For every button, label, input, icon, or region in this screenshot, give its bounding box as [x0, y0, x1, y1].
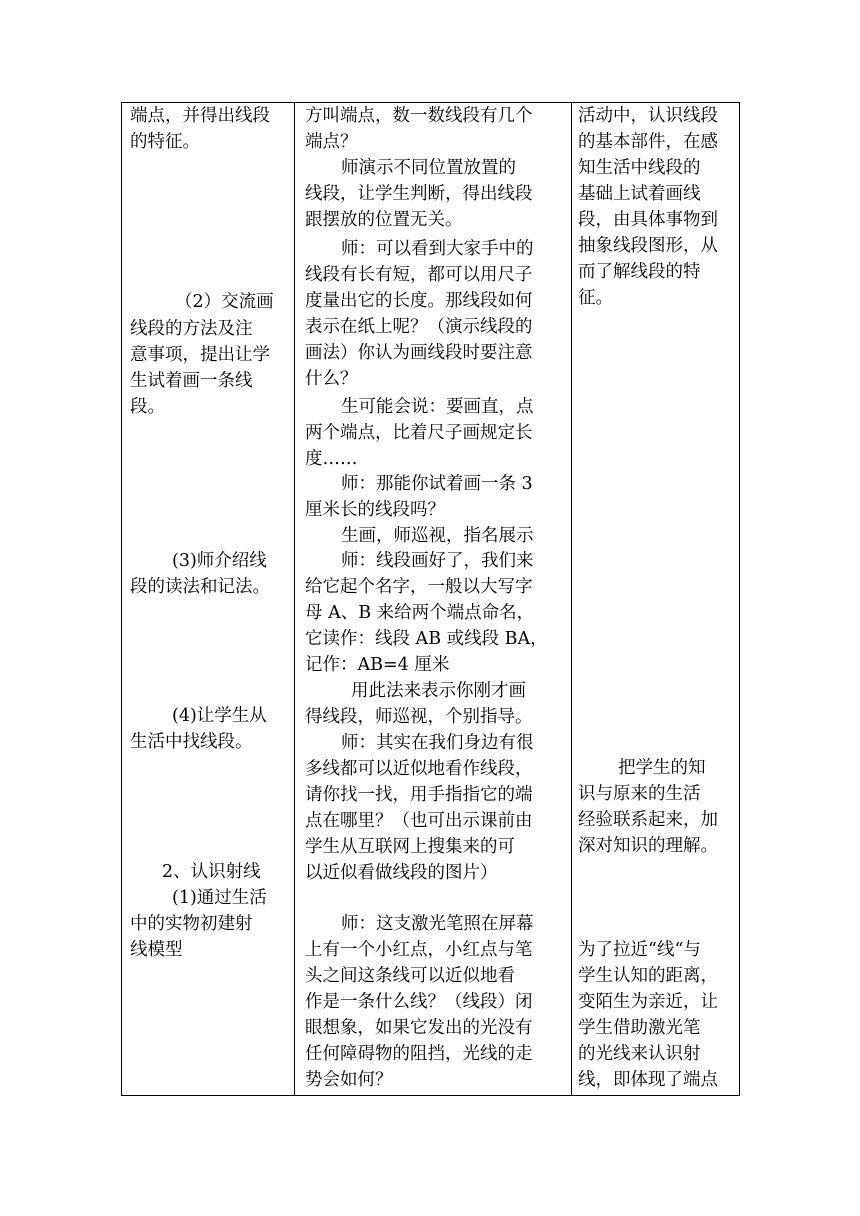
- text-line: 方叫端点，数一数线段有几个: [305, 106, 533, 126]
- text-line: 知生活中线段的: [578, 158, 701, 178]
- text-line: (3)师介绍线: [172, 551, 267, 571]
- text-line: 得线段，师巡视，个别指导。: [305, 707, 533, 727]
- text-line: 基础上试着画线: [578, 184, 701, 204]
- text-line: 两个端点，比着尺子画规定长: [305, 423, 533, 443]
- text-line: 跟摆放的位置无关。: [305, 210, 463, 230]
- text-line: 线段的方法及注: [130, 319, 253, 339]
- text-line: 任何障碍物的阻挡，光线的走: [305, 1044, 533, 1064]
- text-line: 把学生的知: [618, 758, 706, 778]
- text-line: 画法）你认为画线段时要注意: [305, 343, 533, 363]
- text-line: 师：其实在我们身边有很: [341, 733, 534, 753]
- text-line: 为了拉近“线“与: [578, 940, 701, 960]
- text-line: 师：这支激光笔照在屏幕: [341, 914, 534, 934]
- text-line: 母 A、B 来给两个端点命名，: [305, 603, 535, 623]
- text-line: 表示在纸上呢？（演示线段的: [305, 317, 533, 337]
- text-line: 记作：AB=4 厘米: [305, 655, 450, 675]
- teaching-steps-cell: [122, 103, 295, 1096]
- text-line: 作是一条什么线？（线段）闭: [305, 992, 533, 1012]
- text-line: 线模型: [130, 940, 183, 960]
- text-line: (1)通过生活: [172, 888, 267, 908]
- table-row: [122, 103, 740, 1096]
- text-line: 的光线来认识射: [578, 1044, 701, 1064]
- text-line: 师演示不同位置放置的: [341, 158, 516, 178]
- text-line: 用此法来表示你刚才画: [351, 681, 526, 701]
- text-line: 上有一个小红点，小红点与笔: [305, 940, 533, 960]
- text-line: 中的实物初建射: [130, 914, 253, 934]
- text-line: 生试着画一条线: [130, 371, 253, 391]
- text-line: （2）交流画: [175, 292, 274, 312]
- text-line: 点在哪里？（也可出示课前由: [305, 811, 533, 831]
- text-line: 学生认知的距离，: [578, 966, 718, 986]
- text-line: 给它起个名字，一般以大写字: [305, 577, 533, 597]
- text-line: 度量出它的长度。那线段如何: [305, 291, 533, 311]
- text-line: 它读作：线段 AB 或线段 BA，: [305, 629, 548, 649]
- text-line: 度……: [305, 449, 358, 469]
- text-line: 请你找一找，用手指指它的端: [305, 785, 533, 805]
- text-line: 多线都可以近似地看作线段，: [305, 759, 533, 779]
- text-line: 端点？: [305, 132, 358, 152]
- text-line: 线，即体现了端点: [578, 1070, 718, 1090]
- text-line: 2、认识射线: [162, 862, 261, 882]
- text-line: 的基本部件，在感: [578, 132, 718, 152]
- text-line: (4)让学生从: [172, 706, 267, 726]
- text-line: 意事项，提出让学: [130, 345, 270, 365]
- lesson-plan-table: [121, 102, 740, 1096]
- text-line: 师：那能你试着画一条 3: [341, 474, 533, 494]
- text-line: 端点，并得出线段: [130, 106, 270, 126]
- text-line: 什么？: [305, 369, 358, 389]
- text-line: 学生借助激光笔: [578, 1018, 701, 1038]
- activity-cell: [295, 103, 572, 1096]
- text-line: 深对知识的理解。: [578, 836, 718, 856]
- text-line: 生画，师巡视，指名展示: [341, 526, 534, 546]
- text-line: 头之间这条线可以近似地看: [305, 966, 515, 986]
- text-line: 识与原来的生活: [578, 784, 701, 804]
- text-line: 而了解线段的特: [578, 262, 701, 282]
- text-line: 线段有长有短，都可以用尺子: [305, 265, 533, 285]
- text-line: 抽象线段图形，从: [578, 236, 718, 256]
- text-line: 的特征。: [130, 132, 200, 152]
- text-line: 势会如何？: [305, 1070, 393, 1090]
- text-line: 线段，让学生判断，得出线段: [305, 184, 533, 204]
- text-line: 学生从互联网上搜集来的可: [305, 837, 515, 857]
- text-line: 征。: [578, 288, 613, 308]
- text-line: 段的读法和记法。: [130, 577, 270, 597]
- text-line: 以近似看做线段的图片）: [305, 863, 498, 883]
- design-intent-cell: [572, 103, 740, 1096]
- text-line: 经验联系起来，加: [578, 810, 718, 830]
- text-line: 生可能会说：要画直，点: [341, 397, 534, 417]
- text-line: 活动中，认识线段: [578, 106, 718, 126]
- text-line: 厘米长的线段吗？: [305, 500, 445, 520]
- text-line: 段。: [130, 397, 165, 417]
- text-line: 变陌生为亲近，让: [578, 992, 718, 1012]
- text-line: 生活中找线段。: [130, 732, 253, 752]
- text-line: 段，由具体事物到: [578, 210, 718, 230]
- text-line: 眼想象，如果它发出的光没有: [305, 1018, 533, 1038]
- text-line: 师：线段画好了，我们来: [341, 551, 534, 571]
- text-line: 师：可以看到大家手中的: [341, 239, 534, 259]
